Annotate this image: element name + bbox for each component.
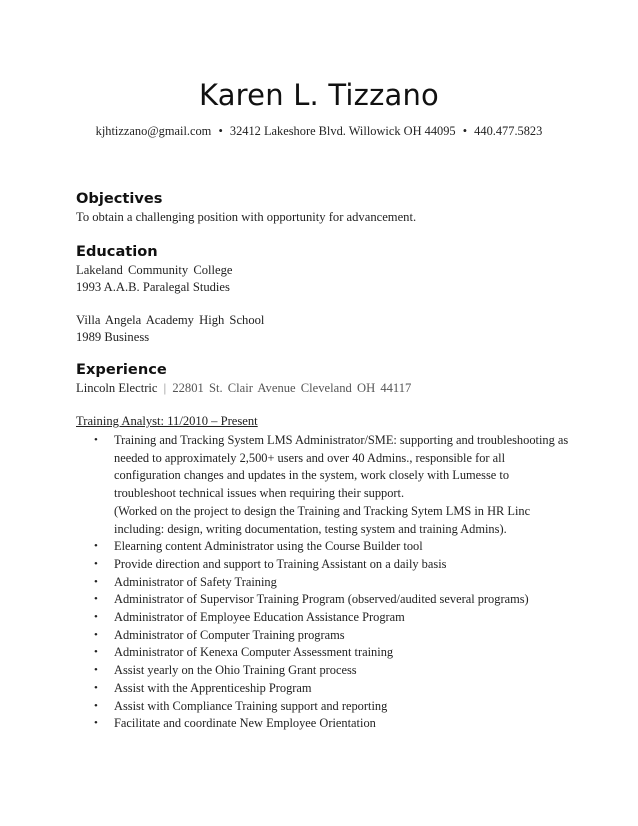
list-item: [94, 432, 574, 538]
objectives-heading: Objectives: [76, 190, 163, 207]
contact-line: [0, 124, 638, 139]
list-item-text: Administrator of Computer Training programs: [114, 627, 345, 642]
education-detail: 1989 Business: [76, 330, 150, 344]
contact-address: 32412 Lakeshore Blvd. Willowick OH 44095: [229, 124, 456, 138]
list-item-text: Assist with Compliance Training support and reporting: [114, 698, 388, 713]
employer-line: [76, 381, 411, 396]
list-item-text: Administrator of Supervisor Training Program (observed/audited several programs): [114, 592, 529, 607]
contact-separator: •: [218, 124, 223, 138]
list-item: [94, 591, 574, 609]
responsibilities-list: [94, 432, 574, 733]
bullet-dot: •: [94, 557, 98, 570]
education-school: Villa Angela Academy High School: [76, 313, 265, 327]
job-title: Training Analyst: 11/2010 – Present: [76, 414, 258, 428]
contact-email: kjhtizzano@gmail.com: [95, 124, 212, 138]
list-item-text: Administrator of Safety Training: [114, 574, 277, 589]
bullet-dot: •: [94, 646, 98, 659]
list-item-text: Assist yearly on the Ohio Training Grant process: [114, 663, 357, 678]
bullet-dot: •: [94, 717, 98, 730]
bullet-dot: •: [94, 699, 98, 712]
list-item-text: Assist with the Apprenticeship Program: [114, 680, 312, 695]
list-item: [94, 609, 574, 627]
bullet-dot: •: [94, 611, 98, 624]
list-item: [94, 715, 574, 733]
contact-separator: •: [462, 124, 468, 138]
list-item-text: Facilitate and coordinate New Employee Orientation: [114, 716, 376, 731]
list-item-text: Training and Tracking System LMS Administrator/SME: supporting and troubleshooting as needed to approximately 2,500+ users and over 40 Admins., responsible for all configuration changes and updates in the system, work closely with Lumesse to troubleshoot technical issues when requiring their support.: [114, 433, 569, 501]
experience-heading: Experience: [76, 361, 167, 378]
list-item: [94, 680, 574, 698]
bullet-dot: •: [94, 628, 98, 641]
bullet-dot: •: [94, 664, 98, 677]
contact-phone: 440.477.5823: [474, 124, 543, 138]
bullet-dot: •: [94, 681, 98, 694]
list-item: [94, 538, 574, 556]
objectives-text: To obtain a challenging position with opportunity for advancement.: [76, 210, 417, 224]
list-item: [94, 698, 574, 716]
employer-name: Lincoln Electric: [76, 381, 158, 395]
bullet-dot: •: [94, 434, 98, 446]
education-detail: 1993 A.A.B. Paralegal Studies: [76, 280, 230, 294]
list-item-text: Administrator of Kenexa Computer Assessment training: [114, 645, 394, 660]
list-item-note: (Worked on the project to design the Training and Tracking Sytem LMS in HR Linc including: design, writing documentation, testing system and training Admins).: [114, 503, 531, 536]
list-item-text: Administrator of Employee Education Assistance Program: [114, 610, 405, 625]
list-item: [94, 644, 574, 662]
education-heading: Education: [76, 243, 158, 260]
bullet-dot: •: [94, 593, 98, 606]
employer-separator: |: [163, 381, 167, 395]
list-item: [94, 574, 574, 592]
employer-address: 22801 St. Clair Avenue Cleveland OH 44117: [172, 381, 412, 395]
bullet-dot: •: [94, 540, 98, 553]
list-item-text: Provide direction and support to Training Assistant on a daily basis: [114, 556, 447, 571]
candidate-name: Karen L. Tizzano: [198, 78, 439, 112]
bullet-dot: •: [94, 575, 98, 588]
list-item: [94, 556, 574, 574]
education-school: Lakeland Community College: [76, 263, 233, 277]
list-item-text: Elearning content Administrator using the Course Builder tool: [114, 539, 423, 554]
list-item: [94, 662, 574, 680]
list-item: [94, 627, 574, 645]
